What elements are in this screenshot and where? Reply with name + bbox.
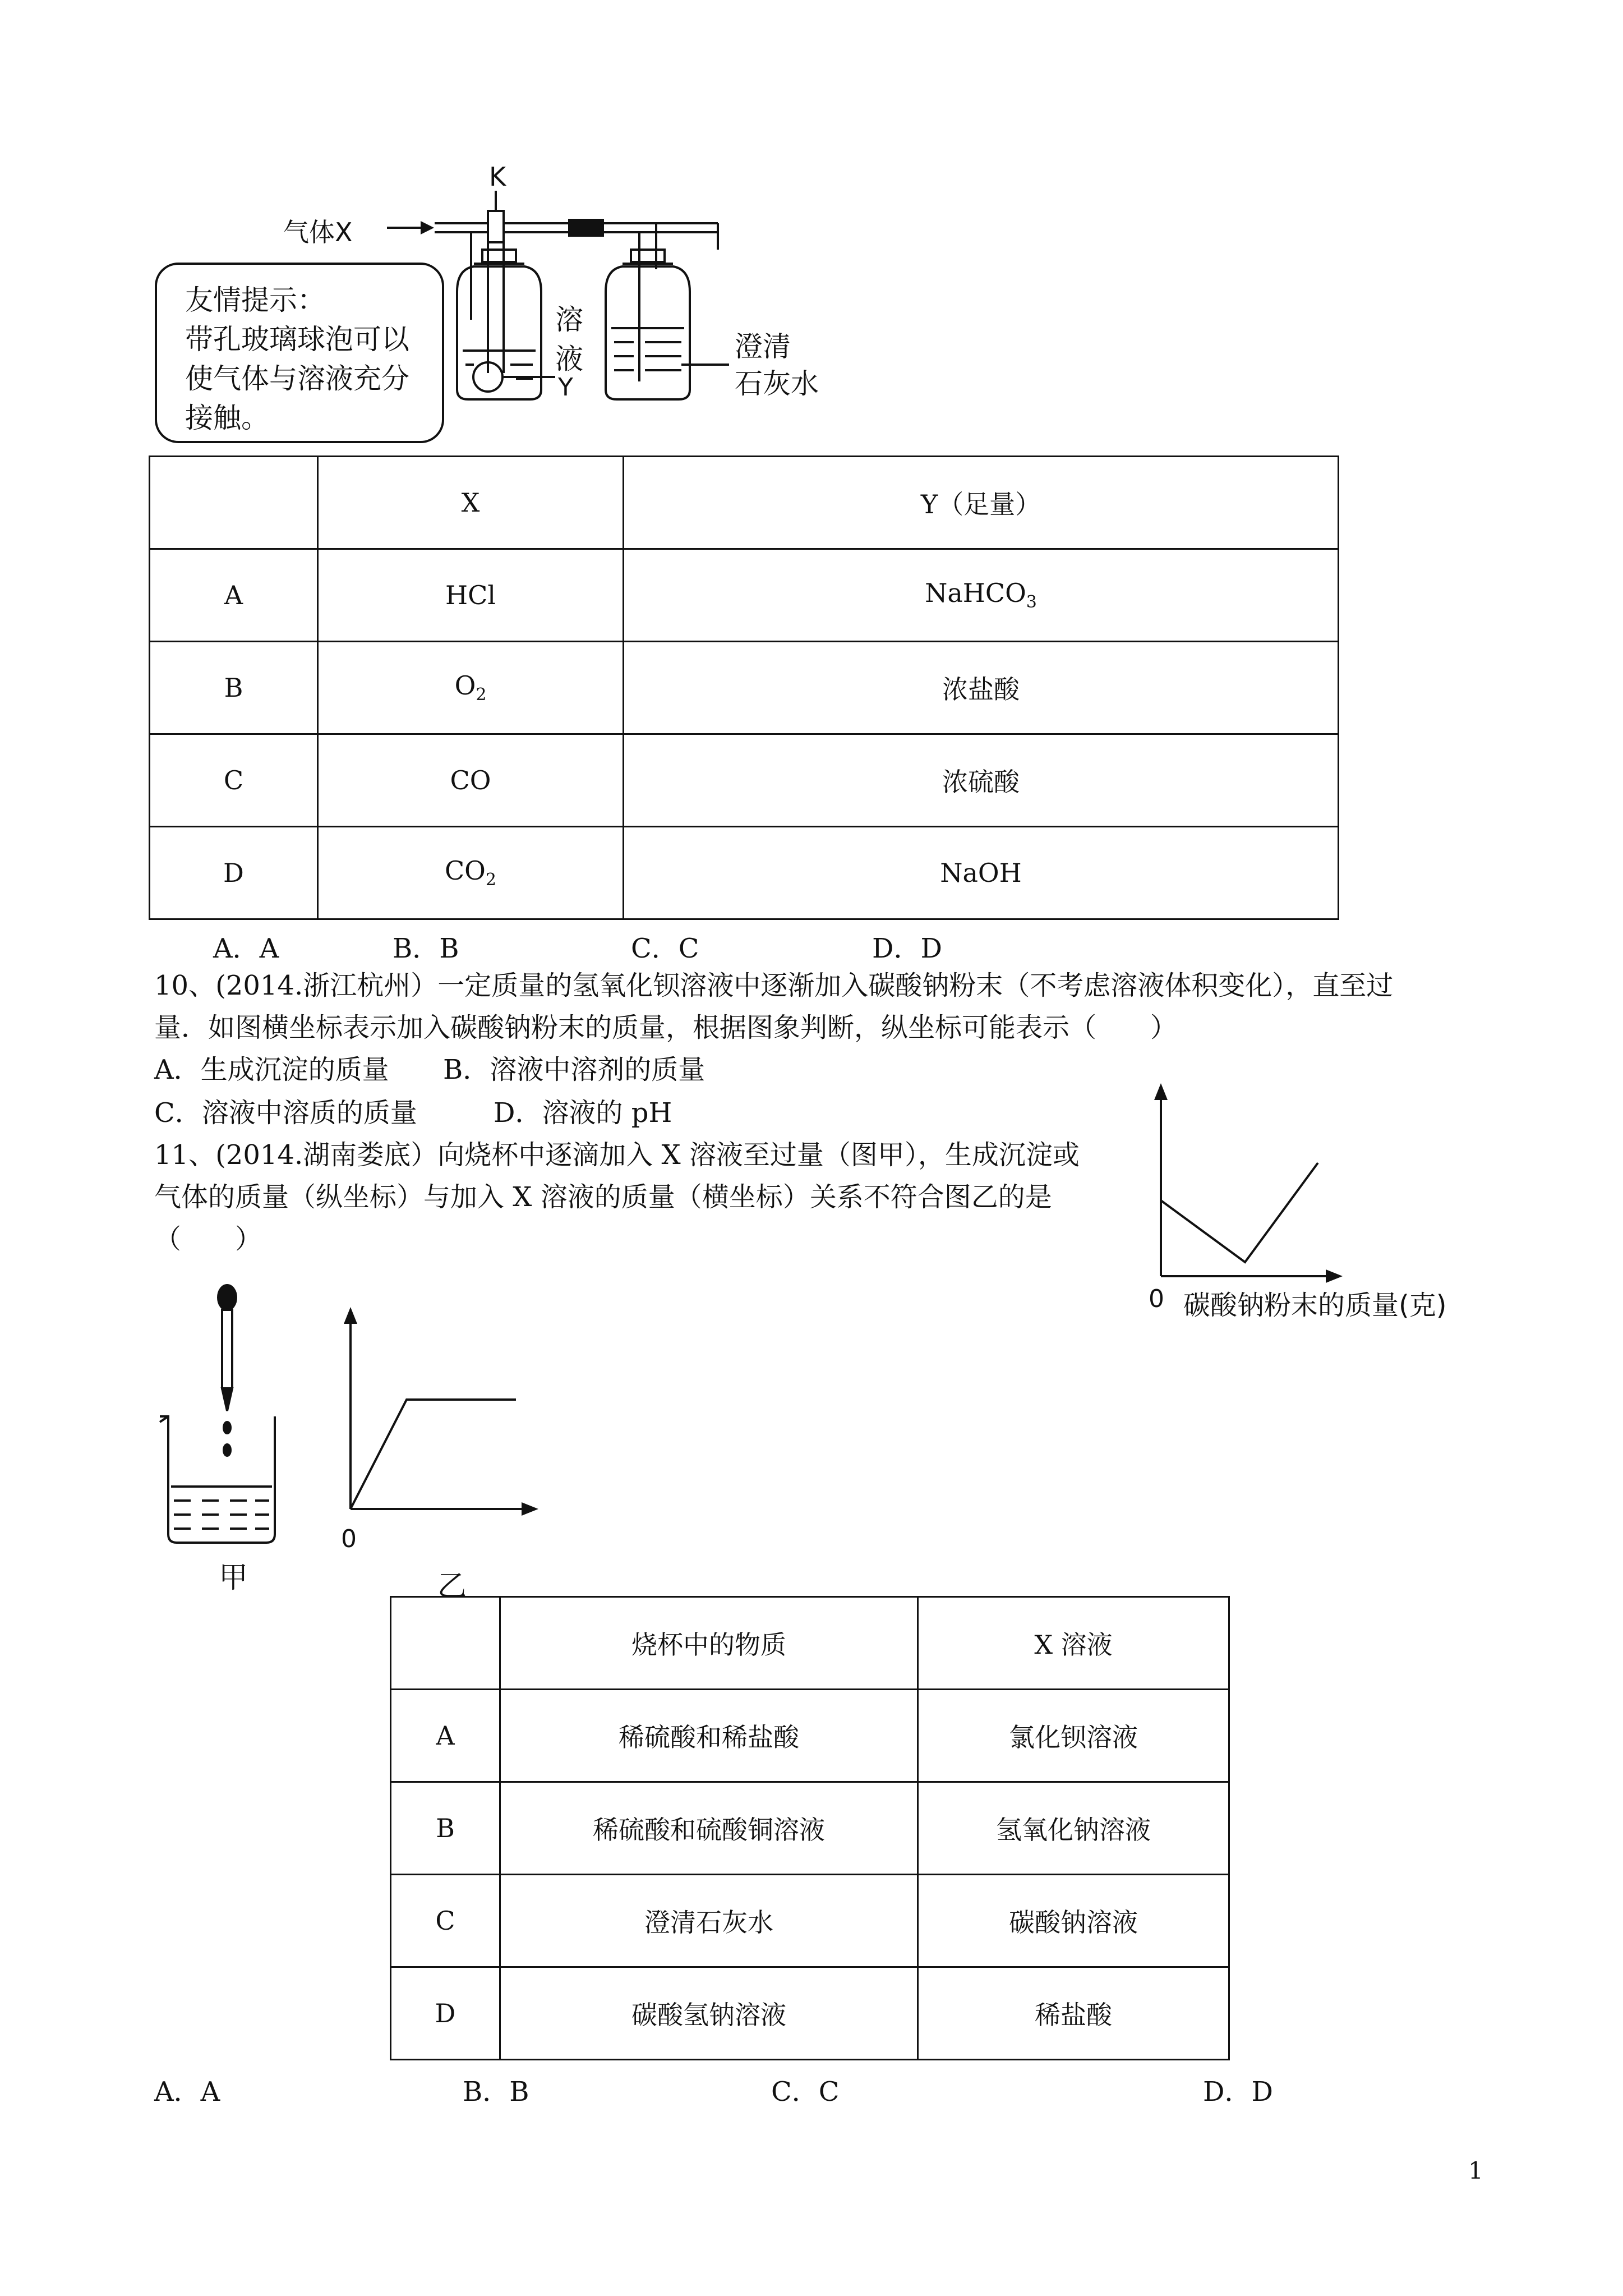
table-row xyxy=(150,734,1339,827)
table-cell: 碳酸氢钠溶液 xyxy=(500,1967,918,2060)
table-cell: 浓盐酸 xyxy=(624,642,1339,734)
q10-graph xyxy=(1144,1080,1346,1287)
table-cell: A xyxy=(391,1690,500,1782)
y-axis-arrow xyxy=(344,1307,357,1324)
formula-main: CO xyxy=(444,855,486,886)
table-row xyxy=(391,1782,1229,1875)
table-cell: 碳酸钠溶液 xyxy=(918,1875,1229,1967)
label-limewater-1: 澄清 xyxy=(735,330,791,363)
q10-option-a[interactable]: A．生成沉淀的质量 xyxy=(154,1054,389,1085)
table-row xyxy=(391,1690,1229,1782)
table-cell: C xyxy=(150,734,318,827)
label-yi: 乙 xyxy=(437,1570,467,1603)
dropper-tube xyxy=(222,1310,232,1388)
table-cell xyxy=(624,549,1339,642)
table-cell: HCl xyxy=(318,549,624,642)
beaker-figure xyxy=(151,1282,286,1551)
q11-graph xyxy=(331,1301,544,1520)
table-cell: 稀硫酸和稀盐酸 xyxy=(500,1690,918,1782)
option-a[interactable]: A．A xyxy=(154,2076,220,2108)
table-cell: 稀硫酸和硫酸铜溶液 xyxy=(500,1782,918,1875)
table-row xyxy=(150,642,1339,734)
option-c[interactable]: C．C xyxy=(771,2076,840,2108)
q11-line-3: （ ） xyxy=(154,1223,262,1255)
x-axis-arrow xyxy=(522,1502,538,1516)
formula-subscript: 3 xyxy=(1026,592,1037,613)
option-c[interactable]: C．C xyxy=(631,933,699,964)
table-cell: NaOH xyxy=(624,827,1339,919)
q10-option-d[interactable]: D．溶液的 pH xyxy=(494,1097,672,1129)
formula-subscript: 2 xyxy=(485,870,496,890)
table-cell: X 溶液 xyxy=(918,1597,1229,1690)
label-solution-1: 溶 xyxy=(555,303,583,336)
formula-main: NaHCO xyxy=(925,578,1026,609)
table-row xyxy=(391,1875,1229,1967)
option-d[interactable]: D．D xyxy=(1203,2076,1273,2108)
table-cell xyxy=(150,457,318,549)
q10-graph-xlabel: 碳酸钠粉末的质量(克) xyxy=(1183,1290,1447,1321)
drop xyxy=(224,1444,230,1456)
tip-line-3: 接触。 xyxy=(185,402,269,434)
option-a[interactable]: A．A xyxy=(213,933,279,964)
table-cell: 稀盐酸 xyxy=(918,1967,1229,2060)
table-cell: X xyxy=(318,457,624,549)
tip-line-2: 使气体与溶液充分 xyxy=(185,362,409,395)
q10-line-2: 量．如图横坐标表示加入碳酸钠粉末的质量，根据图象判断，纵坐标可能表示（ ） xyxy=(154,1012,1178,1043)
table-cell: 氯化钡溶液 xyxy=(918,1690,1229,1782)
formula-subscript: 2 xyxy=(476,685,487,705)
table-cell: D xyxy=(391,1967,500,2060)
y-axis-arrow xyxy=(1154,1083,1168,1100)
option-b[interactable]: B．B xyxy=(463,2076,529,2108)
tip-title: 友情提示： xyxy=(185,284,325,316)
table-cell: 氢氧化钠溶液 xyxy=(918,1782,1229,1875)
table-cell: B xyxy=(150,642,318,734)
table-cell: 澄清石灰水 xyxy=(500,1875,918,1967)
formula-main: O xyxy=(454,670,476,701)
q10-option-c[interactable]: C．溶液中溶质的质量 xyxy=(154,1097,417,1129)
table-cell: A xyxy=(150,549,318,642)
curve xyxy=(351,1400,516,1509)
tip-line-1: 带孔玻璃球泡可以 xyxy=(185,323,409,356)
label-y: Y xyxy=(558,373,573,402)
table-row xyxy=(391,1967,1229,2060)
table-row xyxy=(150,549,1339,642)
table-cell: B xyxy=(391,1782,500,1875)
table-row xyxy=(150,827,1339,919)
table-cell xyxy=(318,827,624,919)
table-cell: D xyxy=(150,827,318,919)
table-cell xyxy=(391,1597,500,1690)
table-q9 xyxy=(149,455,1339,920)
label-limewater-2: 石灰水 xyxy=(735,367,819,400)
option-b[interactable]: B．B xyxy=(393,933,459,964)
q10-option-b[interactable]: B．溶液中溶剂的质量 xyxy=(443,1054,706,1085)
label-gas-x: 气体X xyxy=(283,217,353,247)
q11-line-2: 气体的质量（纵坐标）与加入 X 溶液的质量（横坐标）关系不符合图乙的是 xyxy=(154,1181,1052,1213)
page-number: 1 xyxy=(1468,2157,1483,2184)
q11-line-1: 11、(2014.湖南娄底）向烧杯中逐滴加入 X 溶液至过量（图甲），生成沉淀或 xyxy=(154,1139,1080,1171)
dropper-bulb xyxy=(218,1285,236,1310)
label-solution-2: 液 xyxy=(555,343,583,375)
x-axis-arrow xyxy=(1326,1269,1343,1283)
table-row xyxy=(391,1597,1229,1690)
label-k: K xyxy=(489,162,506,192)
curve xyxy=(1161,1163,1318,1262)
q11-graph-origin: 0 xyxy=(341,1525,357,1553)
label-jia: 甲 xyxy=(219,1561,248,1595)
table-cell: C xyxy=(391,1875,500,1967)
table-cell: 烧杯中的物质 xyxy=(500,1597,918,1690)
beaker-outline xyxy=(160,1416,275,1543)
q10-line-1: 10、(2014.浙江杭州）一定质量的氢氧化钡溶液中逐渐加入碳酸钠粉末（不考虑溶液体积变化），直至过 xyxy=(154,970,1394,1001)
dropper-tip xyxy=(222,1388,232,1411)
drop xyxy=(224,1422,230,1433)
table-cell: CO xyxy=(318,734,624,827)
table-q11 xyxy=(390,1596,1230,2060)
table-cell: Y（足量） xyxy=(624,457,1339,549)
table-cell: 浓硫酸 xyxy=(624,734,1339,827)
table-cell xyxy=(318,642,624,734)
table-row xyxy=(150,457,1339,549)
option-d[interactable]: D．D xyxy=(872,933,942,964)
q10-graph-origin: 0 xyxy=(1149,1285,1164,1313)
